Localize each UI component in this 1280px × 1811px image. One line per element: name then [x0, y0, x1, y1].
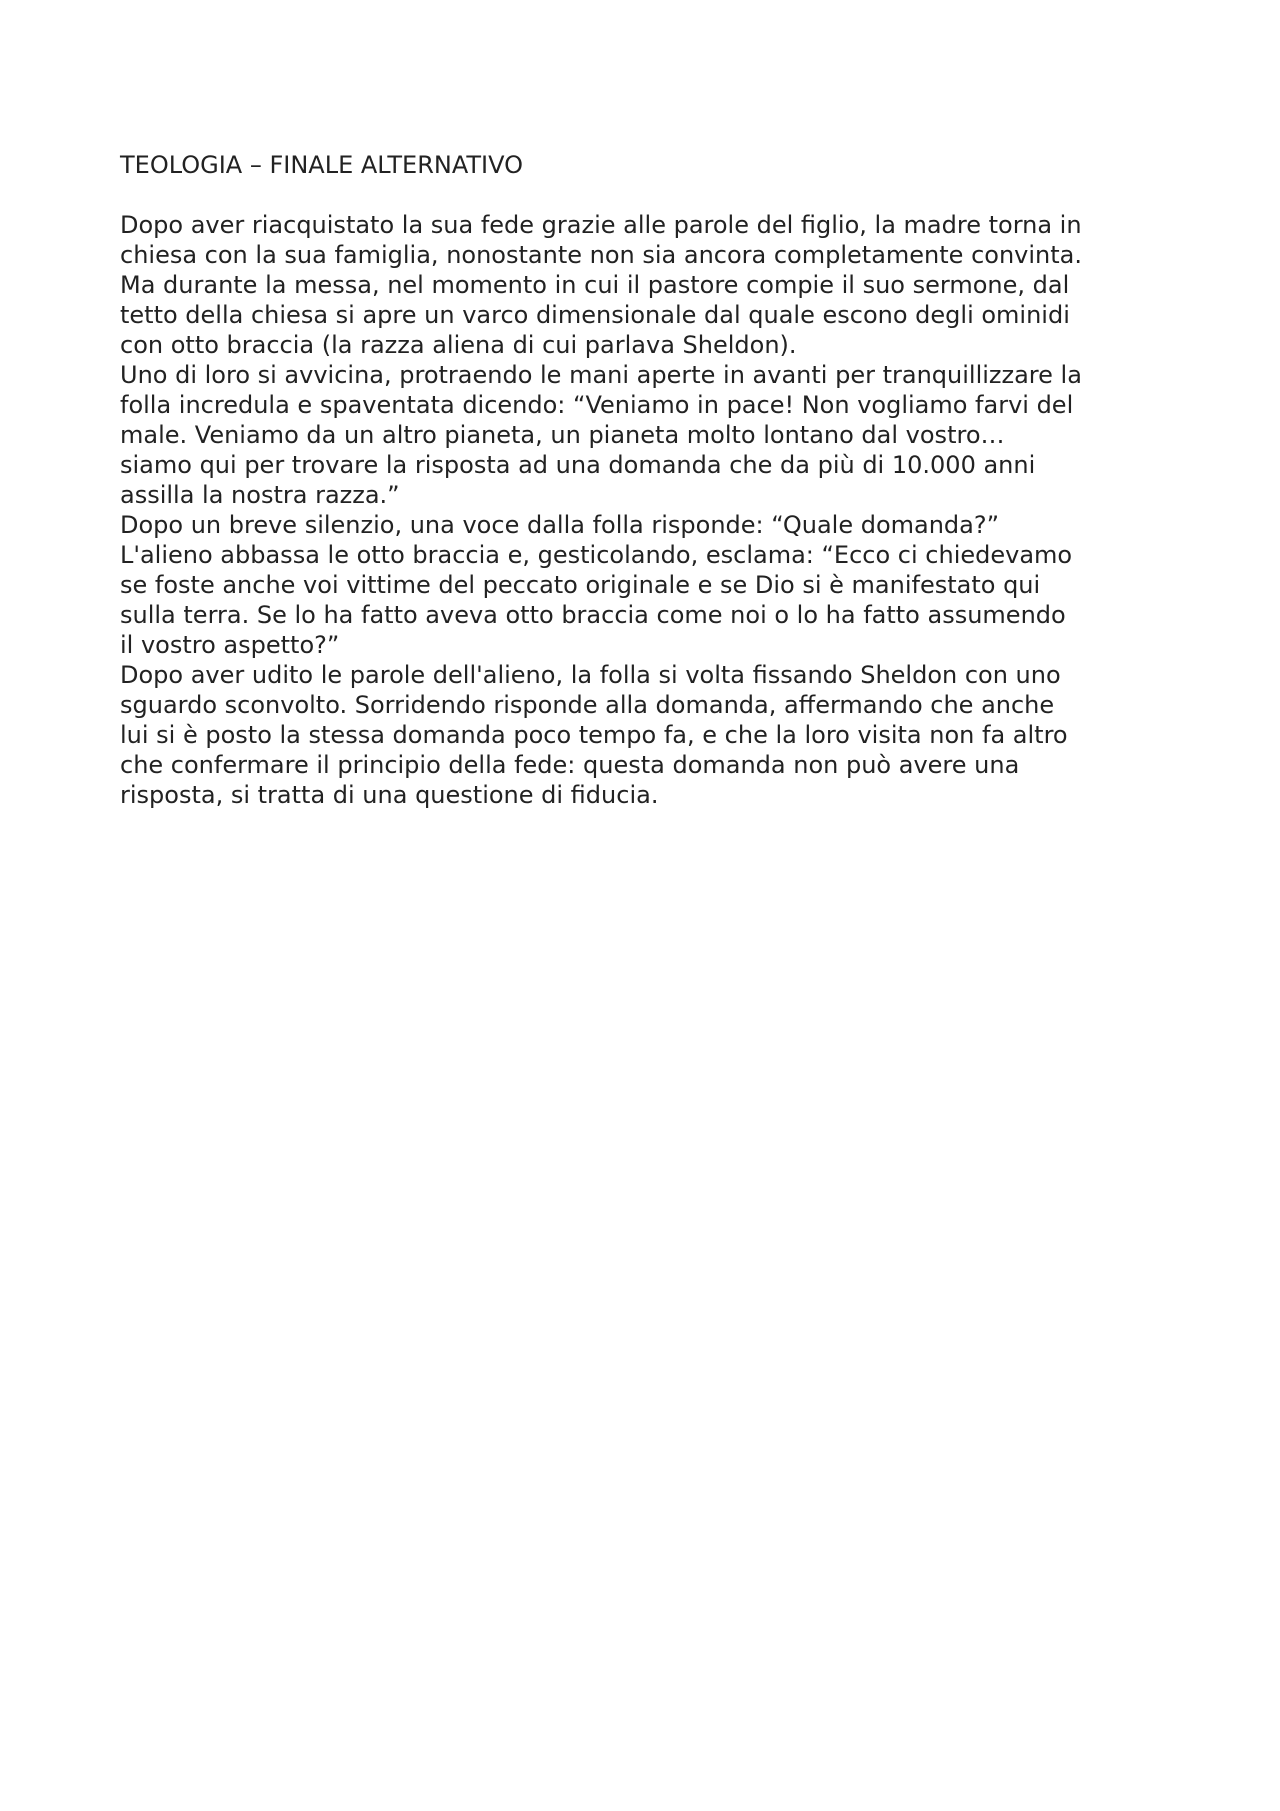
text-line: Ma durante la messa, nel momento in cui il pastore compie il suo sermone, dal — [120, 271, 1070, 299]
document-body — [120, 150, 1180, 810]
text-line: Dopo un breve silenzio, una voce dalla folla risponde: “Quale domanda?” — [120, 511, 1000, 539]
text-line: con otto braccia (la razza aliena di cui parlava Sheldon). — [120, 331, 797, 359]
text-line: sulla terra. Se lo ha fatto aveva otto braccia come noi o lo ha fatto assumendo — [120, 601, 1066, 629]
text-line: L'alieno abbassa le otto braccia e, gesticolando, esclama: “Ecco ci chiedevamo — [120, 541, 1073, 569]
text-line: il vostro aspetto?” — [120, 631, 340, 659]
text-line: lui si è posto la stessa domanda poco tempo fa, e che la loro visita non fa altro — [120, 721, 1068, 749]
text-line: siamo qui per trovare la risposta ad una domanda che da più di 10.000 anni — [120, 451, 1036, 479]
text-line: risposta, si tratta di una questione di fiducia. — [120, 781, 659, 809]
text-line: folla incredula e spaventata dicendo: “Veniamo in pace! Non vogliamo farvi del — [120, 391, 1074, 419]
text-line: Dopo aver udito le parole dell'alieno, la folla si volta fissando Sheldon con uno — [120, 661, 1061, 689]
text-line: tetto della chiesa si apre un varco dimensionale dal quale escono degli ominidi — [120, 301, 1070, 329]
document-text — [120, 210, 1180, 810]
text-line: sguardo sconvolto. Sorridendo risponde alla domanda, affermando che anche — [120, 691, 1055, 719]
text-line: se foste anche voi vittime del peccato originale e se Dio si è manifestato qui — [120, 571, 1041, 599]
document-title: TEOLOGIA – FINALE ALTERNATIVO — [120, 151, 524, 179]
text-line: che confermare il principio della fede: questa domanda non può avere una — [120, 751, 1020, 779]
text-line: male. Veniamo da un altro pianeta, un pianeta molto lontano dal vostro… — [120, 421, 1005, 449]
text-line: Uno di loro si avvicina, protraendo le mani aperte in avanti per tranquillizzare la — [120, 361, 1082, 389]
text-line: assilla la nostra razza.” — [120, 481, 400, 509]
text-line: chiesa con la sua famiglia, nonostante non sia ancora completamente convinta. — [120, 241, 1082, 269]
text-line: Dopo aver riacquistato la sua fede grazie alle parole del figlio, la madre torna in — [120, 211, 1082, 239]
